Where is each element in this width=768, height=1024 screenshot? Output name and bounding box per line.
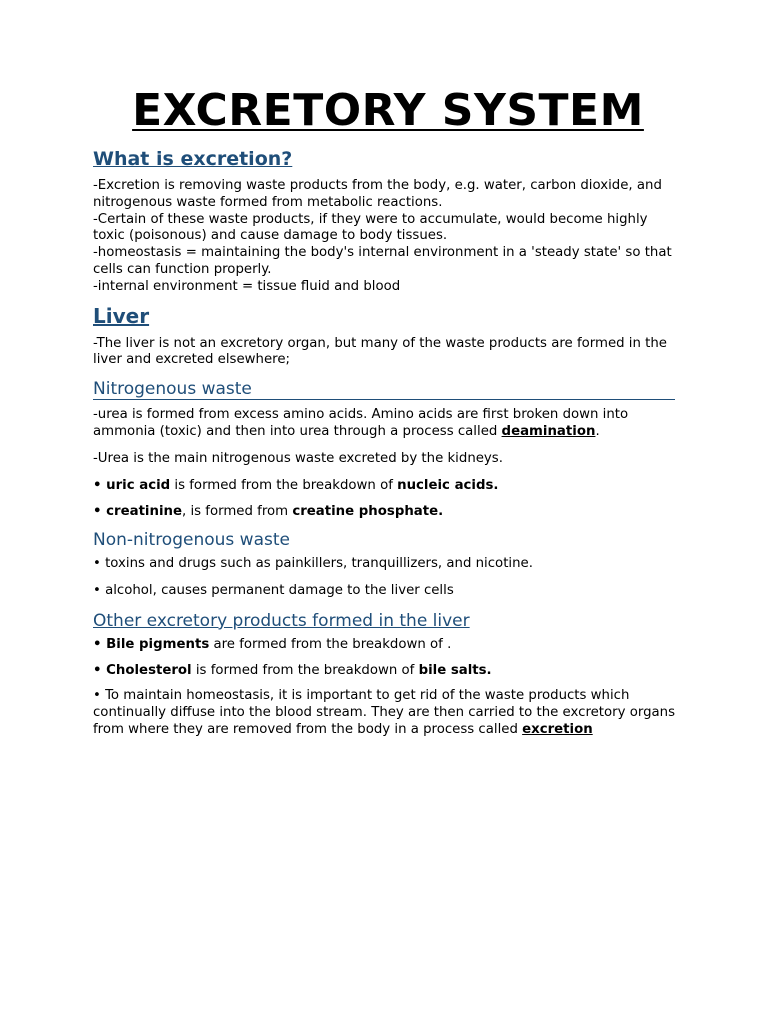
urea-formation-end: .: [595, 423, 600, 439]
excretion-line-3: -homeostasis = maintaining the body's internal environment in a 'steady state' so that cells can function properly.: [93, 245, 672, 277]
cholesterol-mid: is formed from the breakdown of: [191, 662, 419, 678]
creatinine-term: creatinine: [106, 504, 182, 520]
excretion-line-4: -internal environment = tissue fluid and blood: [93, 278, 401, 294]
toxins-drugs-item: • toxins and drugs such as painkillers, tranquillizers, and nicotine.: [93, 556, 533, 572]
bullet: •: [93, 477, 107, 493]
heading-non-nitrogenous-waste: Non-nitrogenous waste: [93, 530, 290, 551]
urea-main-waste-text: -Urea is the main nitrogenous waste excreted by the kidneys.: [93, 450, 503, 466]
cholesterol-term: Cholesterol: [106, 662, 192, 678]
homeostasis-text: • To maintain homeostasis, it is important to get rid of the waste products which continually diffuse into the blood stream. They are then carried to the excretory organs from where they are removed from the body in a process called: [93, 688, 676, 737]
document-title: EXCRETORY SYSTEM: [132, 85, 644, 136]
excretion-term: excretion: [522, 721, 593, 737]
alcohol-item: • alcohol, causes permanent damage to the liver cells: [93, 582, 454, 598]
creatine-phosphate-term: creatine phosphate.: [292, 504, 444, 520]
uric-acid-item: [93, 478, 683, 495]
bile-pigments-term: • Bile pigments: [93, 636, 210, 652]
liver-text: -The liver is not an excretory organ, but many of the waste products are formed in the liver and excreted elsewhere;: [93, 335, 667, 368]
nucleic-acids-term: nucleic acids.: [397, 477, 499, 493]
creatinine-item: [93, 504, 683, 521]
creatinine-mid: , is formed from: [182, 504, 293, 520]
heading-what-is-excretion: What is excretion?: [93, 148, 293, 170]
urea-formation-text: -urea is formed from excess amino acids. Amino acids are first broken down into ammonia (toxic) and then into urea through a process called: [93, 407, 629, 439]
homeostasis-paragraph: [93, 688, 683, 738]
excretion-definition-block: [93, 178, 683, 296]
urea-formation-paragraph: [93, 407, 683, 441]
uric-acid-mid: is formed from the breakdown of: [170, 477, 398, 493]
bile-pigments-mid: are formed from the breakdown of: [209, 636, 448, 652]
heading-liver: Liver: [93, 303, 150, 328]
cholesterol-item: [93, 663, 683, 680]
bullet: •: [93, 662, 107, 678]
uric-acid-term: uric acid: [106, 477, 171, 493]
heading-nitrogenous-waste: Nitrogenous waste: [93, 379, 675, 400]
bile-pigments-end: .: [447, 636, 452, 652]
document-page: [93, 86, 683, 739]
deamination-term: deamination: [501, 423, 596, 439]
bile-salts-term: bile salts.: [418, 662, 492, 678]
excretion-line-1: -Excretion is removing waste products from the body, e.g. water, carbon dioxide, and nitrogenous waste formed from metabolic reactions.: [93, 178, 662, 210]
bile-pigments-item: [93, 637, 683, 654]
heading-other-excretory-products: Other excretory products formed in the liver: [93, 610, 470, 631]
excretion-line-2: -Certain of these waste products, if they were to accumulate, would become highly toxic (poisonous) and cause damage to body tissues.: [93, 211, 648, 244]
bullet: •: [93, 504, 107, 520]
